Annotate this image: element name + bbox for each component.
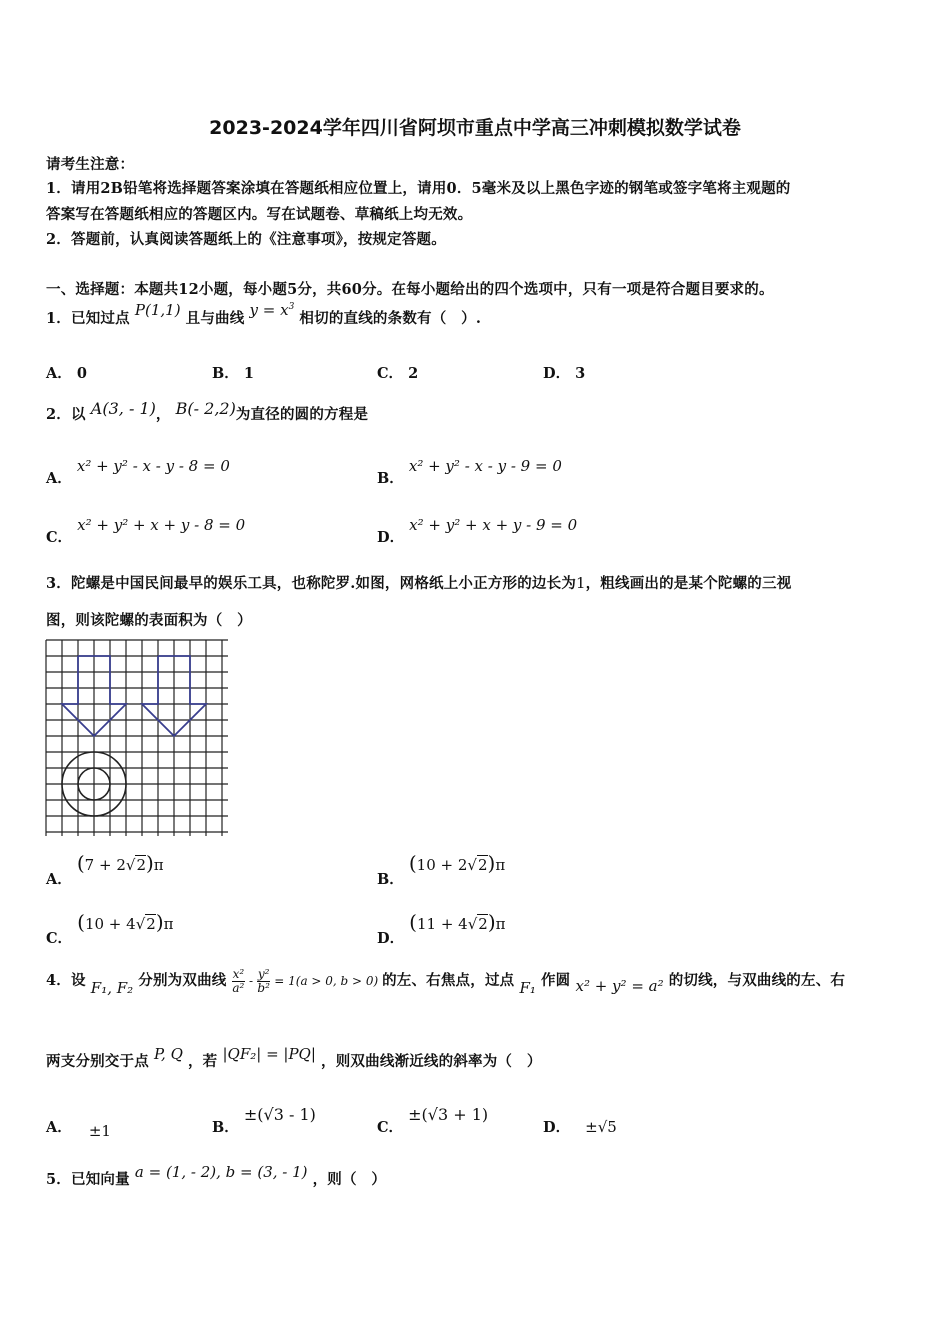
circle-equation: x² + y² = a² xyxy=(575,977,664,995)
q3-option-d[interactable]: D． (11 + 4√2)π xyxy=(377,910,506,947)
page-title: 2023-2024学年四川省阿坝市重点中学高三冲刺模拟数学试卷 xyxy=(209,117,741,139)
q2-point-a: A(3, - 1) xyxy=(90,399,156,418)
q1-point: P(1,1) xyxy=(134,301,181,319)
q2-option-c[interactable]: C． x² + y² + x + y - 8 = 0 xyxy=(46,516,246,546)
q2-option-a[interactable]: A． x² + y² - x - y - 8 = 0 xyxy=(46,457,230,487)
q2-option-b[interactable]: B． x² + y² - x - y - 9 = 0 xyxy=(377,457,562,487)
q4-option-b[interactable]: B． ±(√3 - 1) xyxy=(212,1105,316,1136)
q4-option-c[interactable]: C． ±(√3 + 1) xyxy=(377,1105,489,1136)
question-4-line-1: 4．设 F₁, F₂ 分别为双曲线 $\frac{\text{x²}}{\text{a²}}$ - $\frac{\text{y²}}{\text{b²}}$ = 1(a > 0, b > 0) 的左、右焦点，过点 F₁ 作圆 x² + y² = a² 的切线，与双曲线的左、右 xyxy=(46,967,846,997)
q1-curve: $y = x^3$ xyxy=(249,301,295,319)
q2-option-d[interactable]: D． x² + y² + x + y - 9 = 0 xyxy=(377,516,578,546)
q3-option-c[interactable]: C． (10 + 4√2)π xyxy=(46,910,174,947)
section-heading: 一、选择题：本题共12小题，每小题5分，共60分。在每小题给出的四个选项中，只有一项是符合题目要求的。 xyxy=(46,281,774,298)
q3-option-a[interactable]: A． (7 + 2√2)π xyxy=(46,851,164,888)
q1-option-d[interactable]: D． 3 xyxy=(543,365,586,382)
notice-line-1b: 答案写在答题纸相应的答题区内。写在试题卷、草稿纸上均无效。 xyxy=(46,206,473,223)
question-2: 2．以 A(3, - 1)， B(- 2,2)为直径的圆的方程是 xyxy=(46,399,369,423)
question-3-line-1: 3．陀螺是中国民间最早的娱乐工具，也称陀罗.如图，网格纸上小正方形的边长为1，粗线画出的是某个陀螺的三视 xyxy=(46,574,792,592)
question-5: 5．已知向量 a = (1, - 2), b = (3, - 1) ，则（ ） xyxy=(46,1163,387,1188)
hyperbola-equation: $\frac{\text{x²}}{\text{a²}}$ - $\frac{\text{y²}}{\text{b²}}$ = 1(a > 0, b > 0) xyxy=(232,967,379,995)
q4-option-a[interactable]: A． ±1 xyxy=(46,1119,111,1140)
q2-point-b: B(- 2,2) xyxy=(175,399,236,418)
notice-heading: 请考生注意： xyxy=(46,156,135,173)
q1-option-c[interactable]: C． 2 xyxy=(377,365,419,382)
q4-option-d[interactable]: D． ±√5 xyxy=(543,1118,617,1136)
question-4-line-2: 两支分别交于点 P, Q ，若 |QF₂| = |PQ| ，则双曲线渐近线的斜率为（ ） xyxy=(46,1045,542,1070)
question-1: 1．已知过点 P(1,1) 且与曲线 $y = x^3$ 相切的直线的条数有（ ）. xyxy=(46,301,482,327)
three-view-figure xyxy=(44,638,230,840)
q3-option-b[interactable]: B． (10 + 2√2)π xyxy=(377,851,506,888)
notice-line-2: 2．答题前，认真阅读答题纸上的《注意事项》，按规定答题。 xyxy=(46,231,446,248)
notice-line-1: 1．请用2B铅笔将选择题答案涂填在答题纸相应位置上，请用0．5毫米及以上黑色字迹的钢笔或签字笔将主观题的 xyxy=(46,180,791,197)
question-3-line-2: 图，则该陀螺的表面积为（ ） xyxy=(46,612,252,629)
q1-option-a[interactable]: A． 0 xyxy=(46,365,87,382)
q1-option-b[interactable]: B． 1 xyxy=(212,365,254,382)
